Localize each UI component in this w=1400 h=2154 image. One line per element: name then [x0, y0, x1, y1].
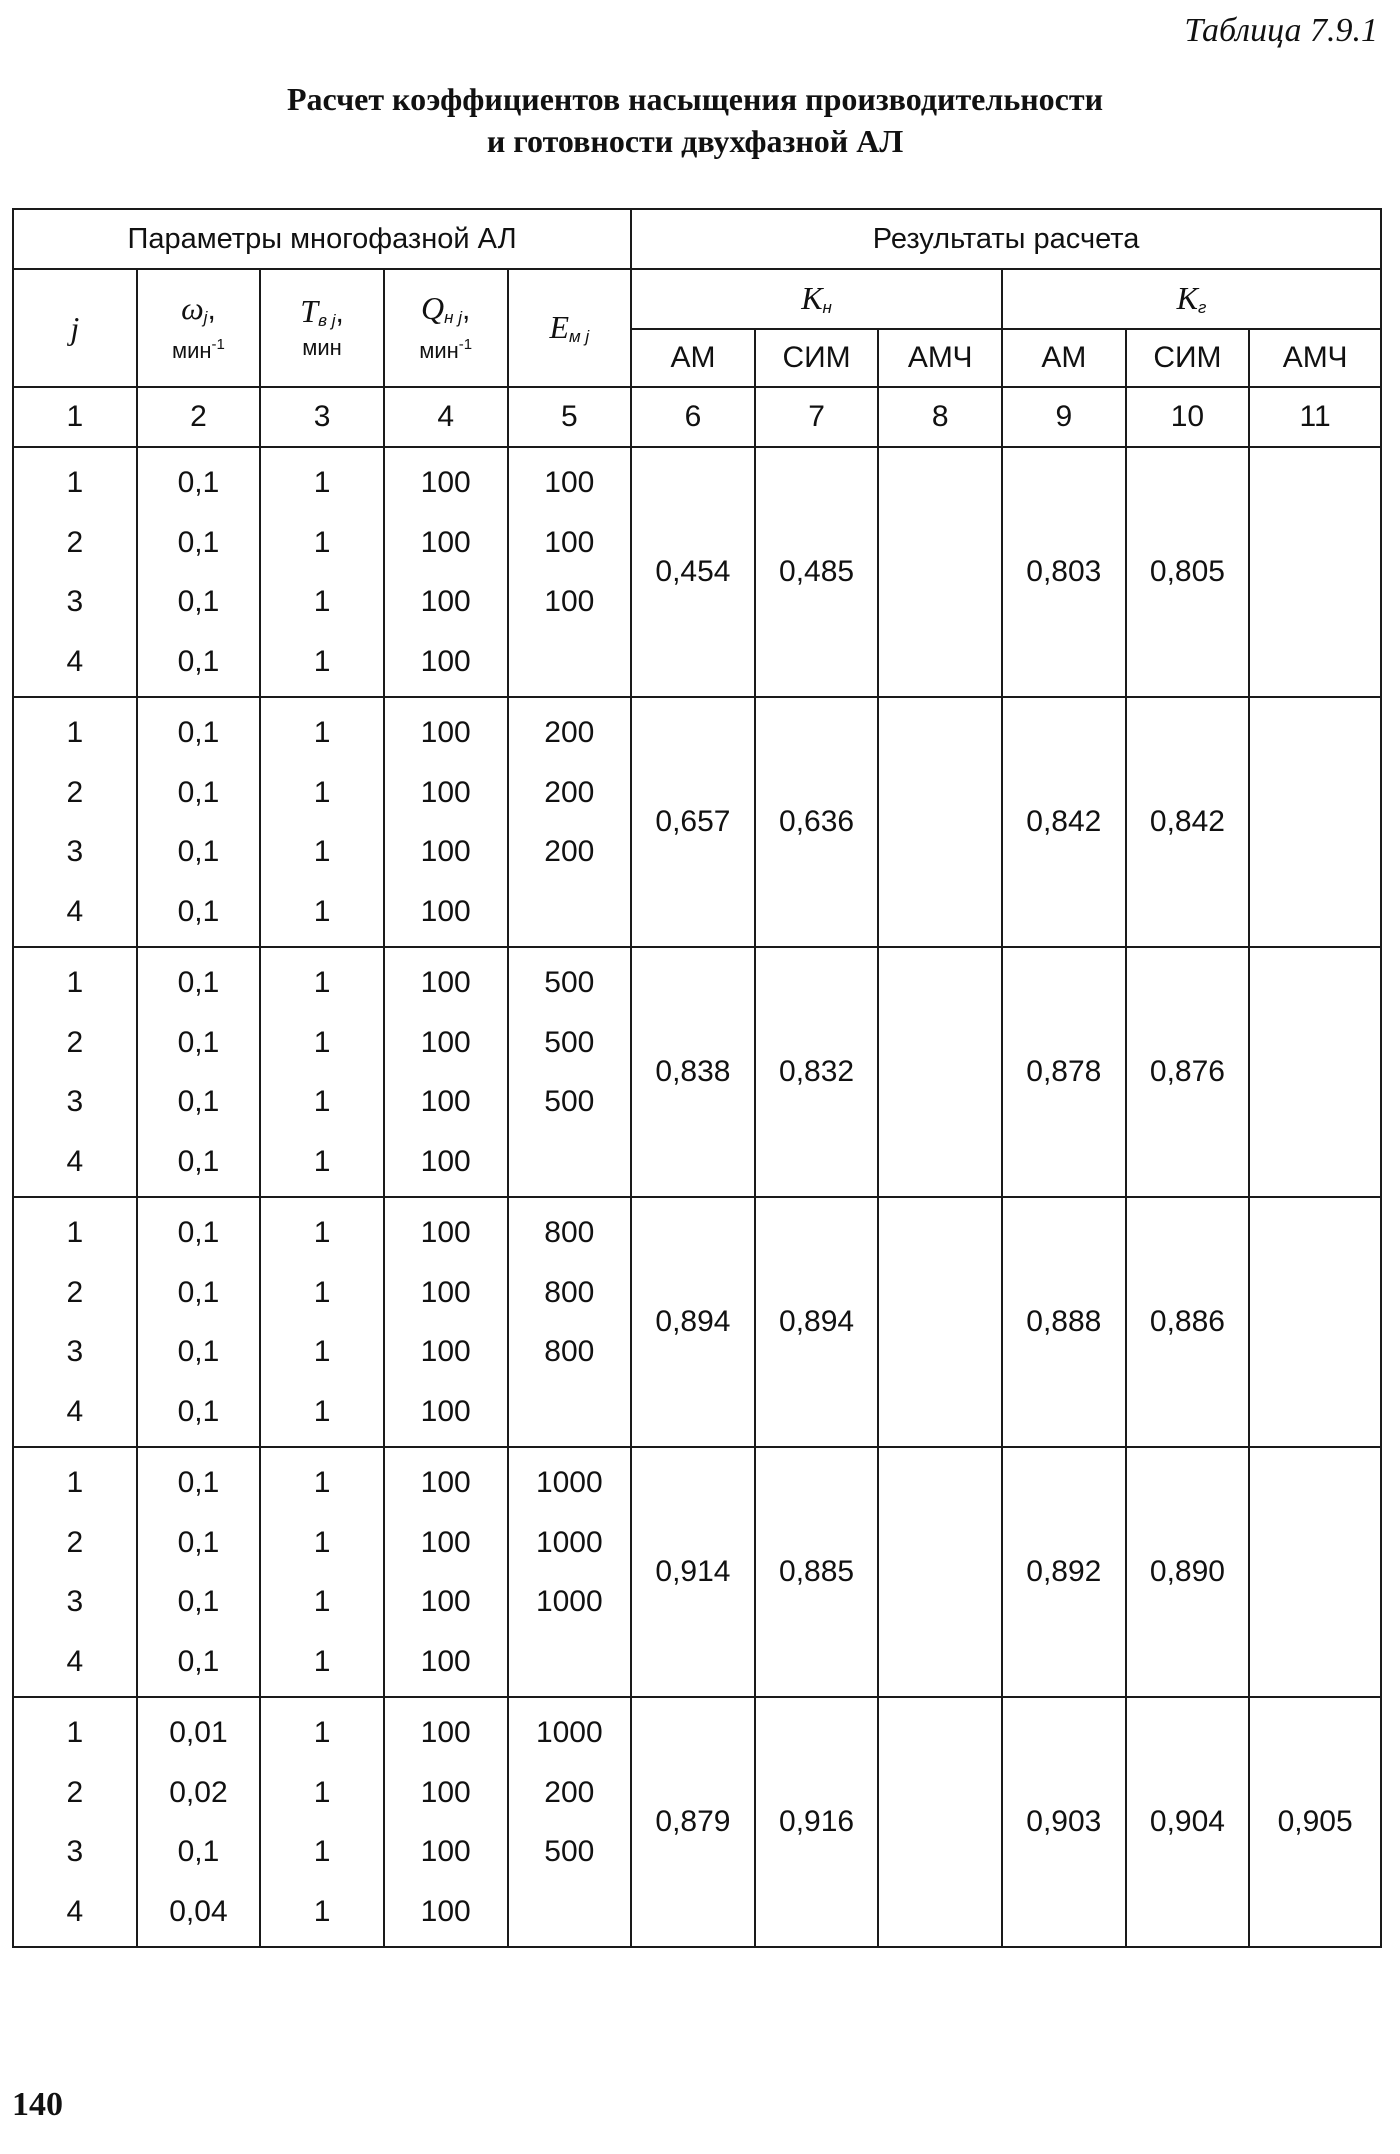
- param-omega-cell: 0,1: [177, 1085, 220, 1118]
- param-omega-cell: 0,1: [177, 1585, 220, 1618]
- param-t-cell: 1: [313, 466, 331, 499]
- param-t-cell: 1: [313, 1394, 331, 1428]
- param-j-cell: 2: [66, 775, 84, 809]
- param-j-cell: 1: [66, 966, 84, 999]
- param-omega-cell: 0,1: [177, 716, 220, 749]
- table-row-group: [13, 447, 1381, 697]
- param-e-cell: 800: [544, 1335, 595, 1368]
- method-header: АМ: [631, 329, 755, 387]
- param-q-cell: 100: [420, 716, 471, 749]
- param-q-cell: 100: [420, 1525, 471, 1559]
- table-row-group: [13, 1197, 1381, 1447]
- param-t-cell: 1: [313, 894, 331, 928]
- param-j-cell: 3: [66, 835, 84, 868]
- kg-sim-value: 0,805: [1126, 447, 1250, 697]
- results-group-header: Результаты расчета: [631, 209, 1381, 269]
- param-j-column: [13, 697, 137, 947]
- param-e-cell: 1000: [535, 1525, 603, 1559]
- param-t-column: [260, 1197, 384, 1447]
- param-e-cell: [509, 882, 631, 942]
- column-number: 10: [1126, 387, 1250, 447]
- param-q-cell: 100: [420, 585, 471, 618]
- param-omega-cell: 0,1: [177, 525, 220, 559]
- kn-am-value: 0,454: [631, 447, 755, 697]
- param-omega-cell: 0,1: [177, 1394, 220, 1428]
- param-j-cell: 4: [66, 1394, 84, 1428]
- kn-amch-value: [878, 697, 1002, 947]
- param-omega-cell: 0,04: [169, 1894, 228, 1928]
- param-j-cell: 4: [66, 1894, 84, 1928]
- param-q-cell: 100: [420, 835, 471, 868]
- column-number: 5: [508, 387, 632, 447]
- param-j-column: [13, 447, 137, 697]
- kg-sim-value: 0,876: [1126, 947, 1250, 1197]
- param-e-column: [508, 447, 632, 697]
- param-q-cell: 100: [420, 894, 471, 928]
- kg-sim-value: 0,890: [1126, 1447, 1250, 1697]
- param-j-cell: 3: [66, 1335, 84, 1368]
- column-number: 3: [260, 387, 384, 447]
- column-number: 9: [1002, 387, 1126, 447]
- col-j-header: j: [13, 269, 137, 387]
- kg-amch-value: [1249, 697, 1381, 947]
- param-e-cell: 500: [544, 966, 595, 999]
- kg-sim-value: 0,842: [1126, 697, 1250, 947]
- param-e-cell: 1000: [535, 1466, 603, 1499]
- param-j-cell: 3: [66, 1585, 84, 1618]
- param-j-cell: 1: [66, 716, 84, 749]
- param-j-cell: 1: [66, 466, 84, 499]
- param-e-cell: 100: [544, 466, 595, 499]
- param-t-column: [260, 447, 384, 697]
- param-q-cell: 100: [420, 1144, 471, 1178]
- param-omega-cell: 0,01: [169, 1716, 228, 1749]
- table-body: [13, 447, 1381, 1947]
- param-t-cell: 1: [313, 1775, 331, 1809]
- param-t-cell: 1: [313, 775, 331, 809]
- kg-am-value: 0,903: [1002, 1697, 1126, 1947]
- kg-am-value: 0,892: [1002, 1447, 1126, 1697]
- param-t-column: [260, 947, 384, 1197]
- param-omega-column: [137, 1197, 261, 1447]
- param-q-column: [384, 1697, 508, 1947]
- kn-am-value: 0,879: [631, 1697, 755, 1947]
- kn-sim-value: 0,885: [755, 1447, 879, 1697]
- param-omega-cell: 0,1: [177, 775, 220, 809]
- param-e-cell: [509, 1882, 631, 1942]
- column-number: 6: [631, 387, 755, 447]
- param-e-cell: 100: [544, 585, 595, 618]
- param-t-cell: 1: [313, 1335, 331, 1368]
- param-omega-column: [137, 447, 261, 697]
- param-t-cell: 1: [313, 1216, 331, 1249]
- param-e-column: [508, 1447, 632, 1697]
- kn-sim-value: 0,894: [755, 1197, 879, 1447]
- param-t-cell: 1: [313, 1466, 331, 1499]
- param-e-cell: 500: [544, 1025, 595, 1059]
- param-omega-cell: 0,1: [177, 1144, 220, 1178]
- kg-am-value: 0,888: [1002, 1197, 1126, 1447]
- param-omega-cell: 0,1: [177, 966, 220, 999]
- param-omega-cell: 0,1: [177, 466, 220, 499]
- col-omega-header: $\omega_j$, мин$^{-1}$: [137, 269, 261, 387]
- param-q-column: [384, 1447, 508, 1697]
- param-e-cell: 800: [544, 1275, 595, 1309]
- param-j-cell: 2: [66, 1775, 84, 1809]
- param-t-cell: 1: [313, 1644, 331, 1678]
- param-j-cell: 1: [66, 1716, 84, 1749]
- table-label: Таблица 7.9.1: [1184, 12, 1378, 49]
- param-omega-cell: 0,1: [177, 1025, 220, 1059]
- param-q-cell: 100: [420, 1644, 471, 1678]
- param-e-column: [508, 1197, 632, 1447]
- param-omega-column: [137, 1697, 261, 1947]
- param-e-column: [508, 697, 632, 947]
- param-q-cell: 100: [420, 1835, 471, 1868]
- param-q-cell: 100: [420, 1335, 471, 1368]
- param-t-column: [260, 697, 384, 947]
- param-omega-cell: 0,1: [177, 1835, 220, 1868]
- column-number: 4: [384, 387, 508, 447]
- param-q-cell: 100: [420, 1085, 471, 1118]
- kn-amch-value: [878, 447, 1002, 697]
- param-e-cell: [509, 1632, 631, 1692]
- param-omega-cell: 0,1: [177, 894, 220, 928]
- column-number: 7: [755, 387, 879, 447]
- param-j-column: [13, 947, 137, 1197]
- param-j-cell: 4: [66, 1644, 84, 1678]
- param-e-column: [508, 947, 632, 1197]
- title-line-2: и готовности двухфазной АЛ: [486, 123, 904, 159]
- param-omega-column: [137, 697, 261, 947]
- param-e-cell: 200: [544, 835, 595, 868]
- param-q-cell: 100: [420, 644, 471, 678]
- param-e-cell: 100: [544, 525, 595, 559]
- param-omega-cell: 0,02: [169, 1775, 228, 1809]
- param-t-cell: 1: [313, 835, 331, 868]
- param-t-cell: 1: [313, 1025, 331, 1059]
- param-q-cell: 100: [420, 1775, 471, 1809]
- col-t-header: $T_{в j}$, мин: [260, 269, 384, 387]
- param-e-column: [508, 1697, 632, 1947]
- param-q-cell: 100: [420, 1394, 471, 1428]
- param-j-cell: 4: [66, 894, 84, 928]
- param-e-cell: 1000: [535, 1716, 603, 1749]
- param-omega-cell: 0,1: [177, 1466, 220, 1499]
- param-j-cell: 4: [66, 1144, 84, 1178]
- param-q-column: [384, 697, 508, 947]
- kg-amch-value: [1249, 447, 1381, 697]
- column-number: 8: [878, 387, 1002, 447]
- param-t-column: [260, 1447, 384, 1697]
- kg-am-value: 0,803: [1002, 447, 1126, 697]
- param-t-cell: 1: [313, 1144, 331, 1178]
- param-omega-cell: 0,1: [177, 585, 220, 618]
- param-e-cell: 1000: [535, 1585, 603, 1618]
- param-omega-column: [137, 947, 261, 1197]
- method-header: АМЧ: [878, 329, 1002, 387]
- col-q-header: $Q_{н j}$, мин$^{-1}$: [384, 269, 508, 387]
- kn-sim-value: 0,916: [755, 1697, 879, 1947]
- kn-sim-value: 0,636: [755, 697, 879, 947]
- param-e-cell: 500: [544, 1085, 595, 1118]
- param-e-cell: 800: [544, 1216, 595, 1249]
- param-t-cell: 1: [313, 1275, 331, 1309]
- kg-amch-value: 0,905: [1249, 1697, 1381, 1947]
- param-t-cell: 1: [313, 1085, 331, 1118]
- param-j-cell: 2: [66, 525, 84, 559]
- param-e-cell: 200: [544, 716, 595, 749]
- table-row-group: [13, 1697, 1381, 1947]
- param-t-cell: 1: [313, 585, 331, 618]
- param-t-cell: 1: [313, 1835, 331, 1868]
- param-t-cell: 1: [313, 1585, 331, 1618]
- param-q-cell: 100: [420, 1275, 471, 1309]
- param-omega-cell: 0,1: [177, 1644, 220, 1678]
- column-number: 1: [13, 387, 137, 447]
- kg-sim-value: 0,904: [1126, 1697, 1250, 1947]
- param-q-cell: 100: [420, 775, 471, 809]
- params-group-header: Параметры многофазной АЛ: [13, 209, 631, 269]
- param-e-cell: [509, 1132, 631, 1192]
- param-omega-cell: 0,1: [177, 1275, 220, 1309]
- kn-amch-value: [878, 947, 1002, 1197]
- param-j-cell: 2: [66, 1275, 84, 1309]
- param-j-column: [13, 1697, 137, 1947]
- method-header: СИМ: [1126, 329, 1250, 387]
- kg-amch-value: [1249, 1197, 1381, 1447]
- method-header: АМЧ: [1249, 329, 1381, 387]
- param-e-cell: 200: [544, 1775, 595, 1809]
- kg-amch-value: [1249, 947, 1381, 1197]
- param-q-cell: 100: [420, 466, 471, 499]
- table-row-group: [13, 1447, 1381, 1697]
- table-row-group: [13, 947, 1381, 1197]
- column-number: 11: [1249, 387, 1381, 447]
- param-j-cell: 1: [66, 1466, 84, 1499]
- kn-am-value: 0,657: [631, 697, 755, 947]
- param-q-column: [384, 447, 508, 697]
- param-t-cell: 1: [313, 1894, 331, 1928]
- col-e-header: $E_{м j}$: [508, 269, 632, 387]
- param-j-column: [13, 1197, 137, 1447]
- param-q-cell: 100: [420, 1216, 471, 1249]
- kn-amch-value: [878, 1697, 1002, 1947]
- param-q-column: [384, 1197, 508, 1447]
- param-j-cell: 2: [66, 1525, 84, 1559]
- param-e-cell: 200: [544, 775, 595, 809]
- kn-sim-value: 0,485: [755, 447, 879, 697]
- kn-am-value: 0,914: [631, 1447, 755, 1697]
- table-row-group: [13, 697, 1381, 947]
- param-omega-cell: 0,1: [177, 644, 220, 678]
- kn-am-value: 0,838: [631, 947, 755, 1197]
- param-j-cell: 2: [66, 1025, 84, 1059]
- param-j-cell: 4: [66, 644, 84, 678]
- param-e-cell: 500: [544, 1835, 595, 1868]
- kg-am-value: 0,878: [1002, 947, 1126, 1197]
- param-t-column: [260, 1697, 384, 1947]
- results-table: [12, 208, 1382, 1948]
- table-title: [0, 78, 1390, 162]
- param-q-cell: 100: [420, 1716, 471, 1749]
- param-j-cell: 3: [66, 1085, 84, 1118]
- param-q-cell: 100: [420, 966, 471, 999]
- param-j-cell: 3: [66, 585, 84, 618]
- param-q-cell: 100: [420, 1894, 471, 1928]
- title-line-1: Расчет коэффициентов насыщения производительности: [286, 81, 1104, 117]
- param-t-cell: 1: [313, 525, 331, 559]
- kn-amch-value: [878, 1197, 1002, 1447]
- param-t-cell: 1: [313, 1716, 331, 1749]
- param-e-cell: [509, 1382, 631, 1442]
- param-omega-cell: 0,1: [177, 1525, 220, 1559]
- param-omega-cell: 0,1: [177, 1335, 220, 1368]
- param-t-cell: 1: [313, 1525, 331, 1559]
- param-e-cell: [509, 632, 631, 692]
- param-omega-column: [137, 1447, 261, 1697]
- kn-amch-value: [878, 1447, 1002, 1697]
- column-number: 2: [137, 387, 261, 447]
- kn-am-value: 0,894: [631, 1197, 755, 1447]
- kg-am-value: 0,842: [1002, 697, 1126, 947]
- param-t-cell: 1: [313, 644, 331, 678]
- param-j-cell: 1: [66, 1216, 84, 1249]
- param-omega-cell: 0,1: [177, 835, 220, 868]
- param-q-cell: 100: [420, 1025, 471, 1059]
- param-t-cell: 1: [313, 966, 331, 999]
- param-q-cell: 100: [420, 1585, 471, 1618]
- page-number: 140: [12, 2086, 63, 2123]
- param-j-cell: 3: [66, 1835, 84, 1868]
- param-q-column: [384, 947, 508, 1197]
- kn-sim-value: 0,832: [755, 947, 879, 1197]
- method-header: АМ: [1002, 329, 1126, 387]
- param-t-cell: 1: [313, 716, 331, 749]
- param-omega-cell: 0,1: [177, 1216, 220, 1249]
- param-q-cell: 100: [420, 525, 471, 559]
- kg-amch-value: [1249, 1447, 1381, 1697]
- kn-header: $K_н$: [631, 269, 1002, 329]
- kg-header: $K_г$: [1002, 269, 1381, 329]
- param-q-cell: 100: [420, 1466, 471, 1499]
- method-header: СИМ: [755, 329, 879, 387]
- param-j-column: [13, 1447, 137, 1697]
- kg-sim-value: 0,886: [1126, 1197, 1250, 1447]
